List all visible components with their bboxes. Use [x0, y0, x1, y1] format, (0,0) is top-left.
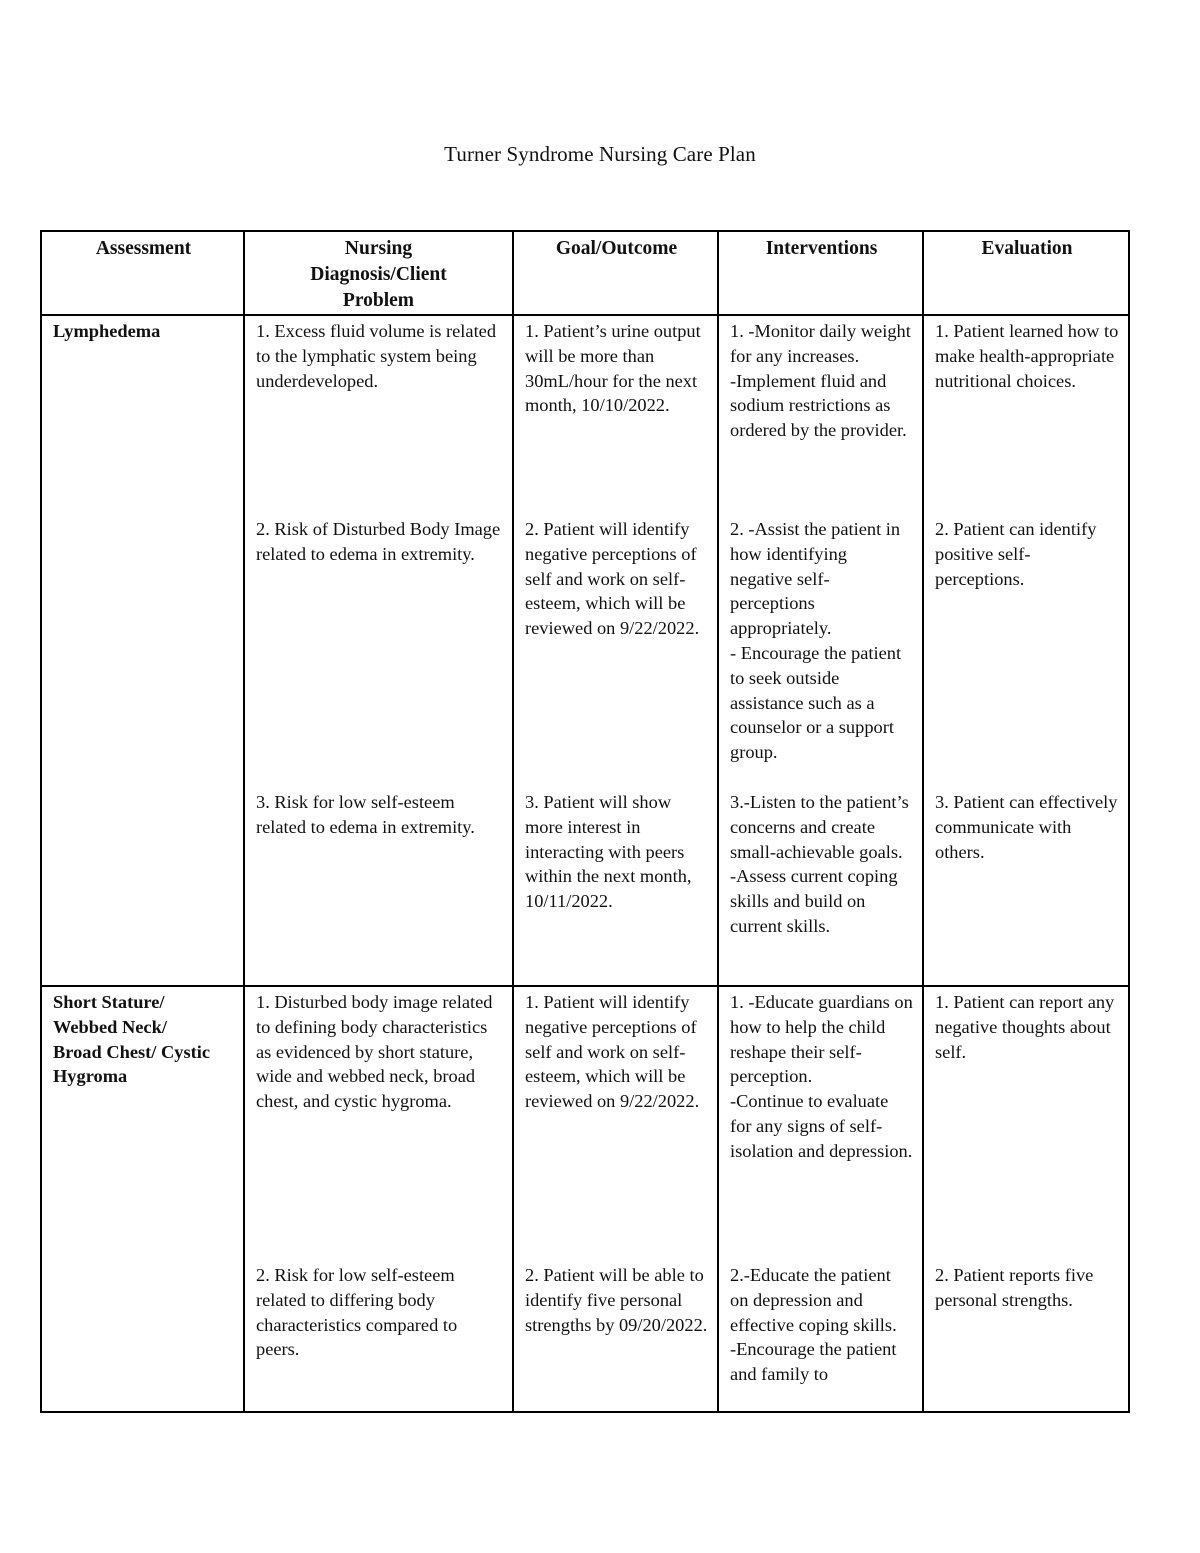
- evaluation-item: 2. Patient can identify positive self-perceptions.: [935, 519, 1097, 589]
- table-header-row: [41, 231, 1129, 315]
- evaluation-item: 1. Patient learned how to make health-appropriate nutritional choices.: [935, 321, 1119, 391]
- intervention-group: [730, 517, 913, 790]
- evaluation-cell: [923, 315, 1129, 986]
- diagnosis-cell: [244, 315, 513, 986]
- diagnosis-item: 1. Disturbed body image related to defining body characteristics as evidenced by short stature, wide and webbed neck, broad chest, and cystic hygroma.: [256, 992, 493, 1112]
- goal-cell: [513, 986, 718, 1412]
- intervention-item: 2.-Educate the patient on depression and effective coping skills.: [730, 1265, 897, 1335]
- care-plan-table: [40, 230, 1130, 1413]
- evaluation-cell: [923, 986, 1129, 1412]
- header-interventions: Interventions: [718, 231, 923, 315]
- goal-item: 1. Patient’s urine output will be more than 30mL/hour for the next month, 10/10/2022.: [525, 321, 701, 416]
- assessment-label: Short Stature/ Webbed Neck/ Broad Chest/ Cystic Hygroma: [53, 992, 211, 1087]
- evaluation-item: 1. Patient can report any negative thoughts about self.: [935, 992, 1115, 1062]
- intervention-group: [730, 990, 913, 1263]
- diagnosis-item: 3. Risk for low self-esteem related to edema in extremity.: [256, 792, 475, 837]
- header-assessment: Assessment: [41, 231, 244, 315]
- evaluation-item: 2. Patient reports five personal strengths.: [935, 1265, 1094, 1310]
- header-evaluation: Evaluation: [923, 231, 1129, 315]
- diagnosis-cell: [244, 986, 513, 1412]
- goal-cell: [513, 315, 718, 986]
- table-row-lymphedema: [41, 315, 1129, 986]
- intervention-item: -Assess current coping skills and build on current skills.: [730, 866, 898, 936]
- intervention-group: [730, 790, 913, 939]
- intervention-item: 3.-Listen to the patient’s concerns and create small-achievable goals.: [730, 792, 909, 862]
- goal-item: 2. Patient will be able to identify five personal strengths by 09/20/2022.: [525, 1265, 708, 1335]
- goal-item: 3. Patient will show more interest in interacting with peers within the next month, 10/11/2022.: [525, 792, 692, 912]
- diagnosis-item: 2. Risk for low self-esteem related to differing body characteristics compared to peers.: [256, 1265, 458, 1360]
- interventions-cell: [718, 315, 923, 986]
- goal-item: 2. Patient will identify negative perceptions of self and work on self-esteem, which will be reviewed on 9/22/2022.: [525, 519, 700, 639]
- diagnosis-item: 2. Risk of Disturbed Body Image related to edema in extremity.: [256, 519, 501, 564]
- intervention-group: [730, 319, 913, 517]
- document-title: Turner Syndrome Nursing Care Plan: [444, 142, 756, 166]
- diagnosis-item: 1. Excess fluid volume is related to the lymphatic system being underdeveloped.: [256, 321, 497, 391]
- intervention-item: -Encourage the patient and family to: [730, 1339, 897, 1385]
- interventions-cell: [718, 986, 923, 1412]
- header-nursing-diagnosis: Nursing Diagnosis/Client Problem: [244, 231, 513, 315]
- intervention-item: -Continue to evaluate for any signs of self-isolation and depression.: [730, 1091, 913, 1161]
- header-goal-outcome: Goal/Outcome: [513, 231, 718, 315]
- intervention-group: [730, 1263, 913, 1411]
- intervention-item: 1. -Educate guardians on how to help the child reshape their self-perception.: [730, 992, 913, 1087]
- intervention-item: 1. -Monitor daily weight for any increases.: [730, 321, 911, 366]
- assessment-cell: [41, 315, 244, 986]
- table-row-short-stature: [41, 986, 1129, 1412]
- assessment-label: Lymphedema: [53, 321, 161, 341]
- goal-item: 1. Patient will identify negative perceptions of self and work on self-esteem, which will be reviewed on 9/22/2022.: [525, 992, 700, 1112]
- assessment-cell: [41, 986, 244, 1412]
- evaluation-item: 3. Patient can effectively communicate with others.: [935, 792, 1118, 862]
- intervention-item: - Encourage the patient to seek outside assistance such as a counselor or a support group.: [730, 642, 902, 763]
- intervention-item: -Implement fluid and sodium restrictions as ordered by the provider.: [730, 370, 907, 441]
- intervention-item: 2. -Assist the patient in how identifying negative self-perceptions appropriately.: [730, 519, 901, 639]
